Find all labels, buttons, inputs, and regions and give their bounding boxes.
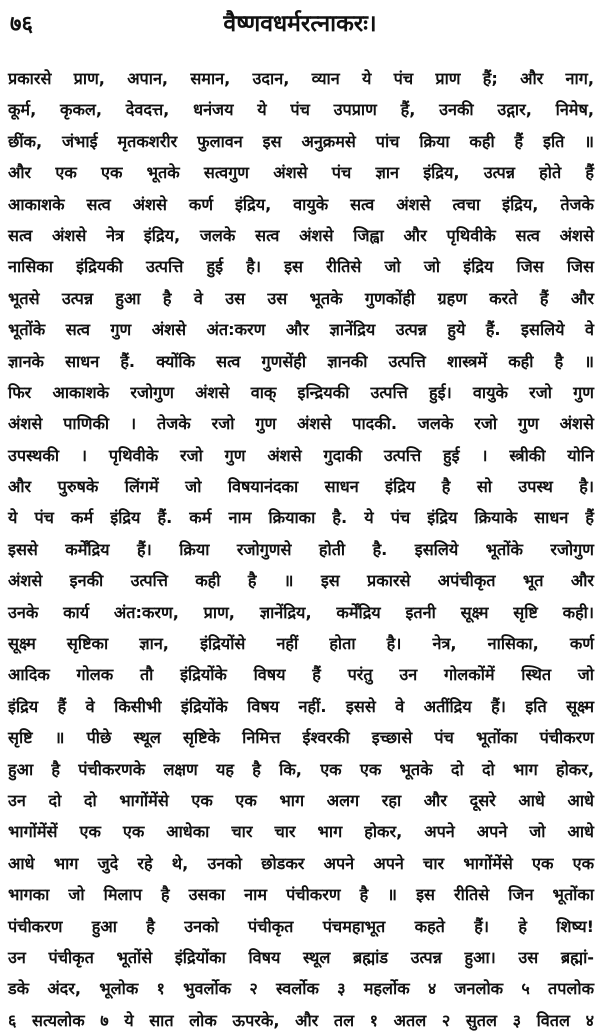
text-line: आदिक गोलक तौ इंद्रियोंके विषय हैं परंतु उन गोलकोंमें स्थित जो — [8, 665, 594, 685]
text-line: छींक, जंभाई मृतकशरीर फुलावन इस अनुक्रमसे पांच क्रिया कही हैं इति ॥ — [8, 131, 594, 151]
text-line: कूर्म, कृकल, देवदत्त, धनंजय ये पंच उपप्राण हैं, उनकी उद्गार, निमेष, — [8, 100, 594, 120]
text-line: ये पंच कर्म इंद्रिय हैं. कर्म नाम क्रियाका है. ये पंच इंद्रिय क्रियाके साधन हैं — [8, 508, 594, 528]
text-line: भागोंमेंसें एक एक आधेका चार चार भाग होकर, अपने अपने जो आधे — [8, 822, 594, 842]
text-line: और पुरुषके लिंगमें जो विषयानंदका साधन इंद्रिय है सो उपस्थ है। — [8, 477, 594, 497]
text-line: उपस्थकी । पृथिवीके रजो गुण अंशसे गुदाकी उत्पत्ति हुई । स्त्रीकी योनि — [8, 445, 594, 465]
text-line: ६ सत्यलोक ७ ये सात लोक ऊपरके, और तल १ अतल २ सुतल ३ वितल ४ — [8, 1010, 594, 1030]
text-line: हुआ है पंचीकरणके लक्षण यह है कि, एक एक भूतके दो दो भाग होकर, — [8, 759, 594, 779]
text-line: पंचीकरण हुआ है उनको पंचीकृत पंचमहाभूत कहते हैं। हे शिष्य! — [8, 916, 594, 936]
text-line: नासिका इंद्रियकी उत्पत्ति हुई है। इस रीतिसे जो जो इंद्रिय जिस जिस — [8, 257, 594, 277]
text-line: भूतसे उत्पन्न हुआ है वे उस उस भूतके गुणकोंही ग्रहण करते हैं और — [8, 288, 594, 308]
text-line: आकाशके सत्व अंशसे कर्ण इंद्रिय, वायुके सत्व अंशसे त्वचा इंद्रिय, तेजके — [8, 194, 594, 214]
text-line: भागका जो मिलाप है उसका नाम पंचीकरण है ॥ इस रीतिसे जिन भूतोंका — [8, 885, 594, 905]
text-line: अंशसे पाणिकी । तेजके रजो गुण अंशसे पादकी. जलके रजो गुण अंशसे — [8, 414, 594, 434]
text-line: सृष्टि ॥ पीछे स्थूल सृष्टिके निमित्त ईश्वरकी इच्छासे पंच भूतोंका पंचीकरण — [8, 728, 594, 748]
text-line: इससे कर्मेंद्रिय हैं। क्रिया रजोगुणसे होती है. इसलिये भूतोंके रजोगुण — [8, 539, 594, 559]
text-line: प्रकारसे प्राण, अपान, समान, उदान, व्यान ये पंच प्राण हैं; और नाग, — [8, 69, 594, 88]
text-line: आधे भाग जुदे रहे थे, उनको छोडकर अपने अपने चार भागोंमेंसे एक एक — [8, 853, 594, 873]
text-line: फिर आकाशके रजोगुण अंशसे वाक् इन्द्रियकी उत्पत्ति हुई। वायुके रजो गुण — [8, 382, 594, 402]
text-line: उनके कार्य अंत:करण, प्राण, ज्ञानेंद्रिय, कर्मेंद्रिय इतनी सूक्ष्म सृष्टि कही। — [8, 602, 594, 622]
page-number: ७६ — [10, 12, 33, 37]
text-line: डके अंदर, भूलोक १ भुवर्लोक २ स्वर्लोक ३ महर्लोक ४ जनलोक ५ तपलोक — [8, 979, 594, 999]
page-header — [0, 0, 600, 52]
text-line: उन दो दो भागोंमेंसे एक एक भाग अलग रहा और दूसरे आधे आधे — [8, 790, 594, 810]
body-text — [0, 63, 600, 1036]
text-line: उन पंचीकृत भूतोंसे इंद्रियोंका विषय स्थूल ब्रह्मांड उत्पन्न हुआ। उस ब्रह्मां- — [8, 947, 594, 967]
text-line: सत्व अंशसे नेत्र इंद्रिय, जलके सत्व अंशसे जिह्वा और पृथिवीके सत्व अंशसे — [8, 225, 594, 245]
text-line: और एक एक भूतके सत्वगुण अंशसे पंच ज्ञान इंद्रिय, उत्पन्न होते हैं — [8, 163, 594, 183]
text-line: भूतोंके सत्व गुण अंशसे अंत:करण और ज्ञानेंद्रिय उत्पन्न हुये हैं. इसलिये वे — [8, 320, 594, 340]
text-line: ज्ञानके साधन हैं. क्योंकि सत्व गुणसेंही ज्ञानकी उत्पत्ति शास्त्रमें कही है ॥ — [8, 351, 594, 371]
text-line: सूक्ष्म सृष्टिका ज्ञान, इंद्रियोंसे नहीं होता है। नेत्र, नासिका, कर्ण — [8, 634, 594, 654]
text-line: अंशसे इनकी उत्पत्ति कही है ॥ इस प्रकारसे अपंचीकृत भूत और — [8, 571, 594, 591]
running-title: वैष्णवधर्मरत्नाकरः। — [223, 11, 377, 37]
text-line: इंद्रिय हैं वे किसीभी इंद्रियोंके विषय नहीं. इससे वे अतींद्रिय हैं। इति सूक्ष्म — [8, 696, 594, 716]
